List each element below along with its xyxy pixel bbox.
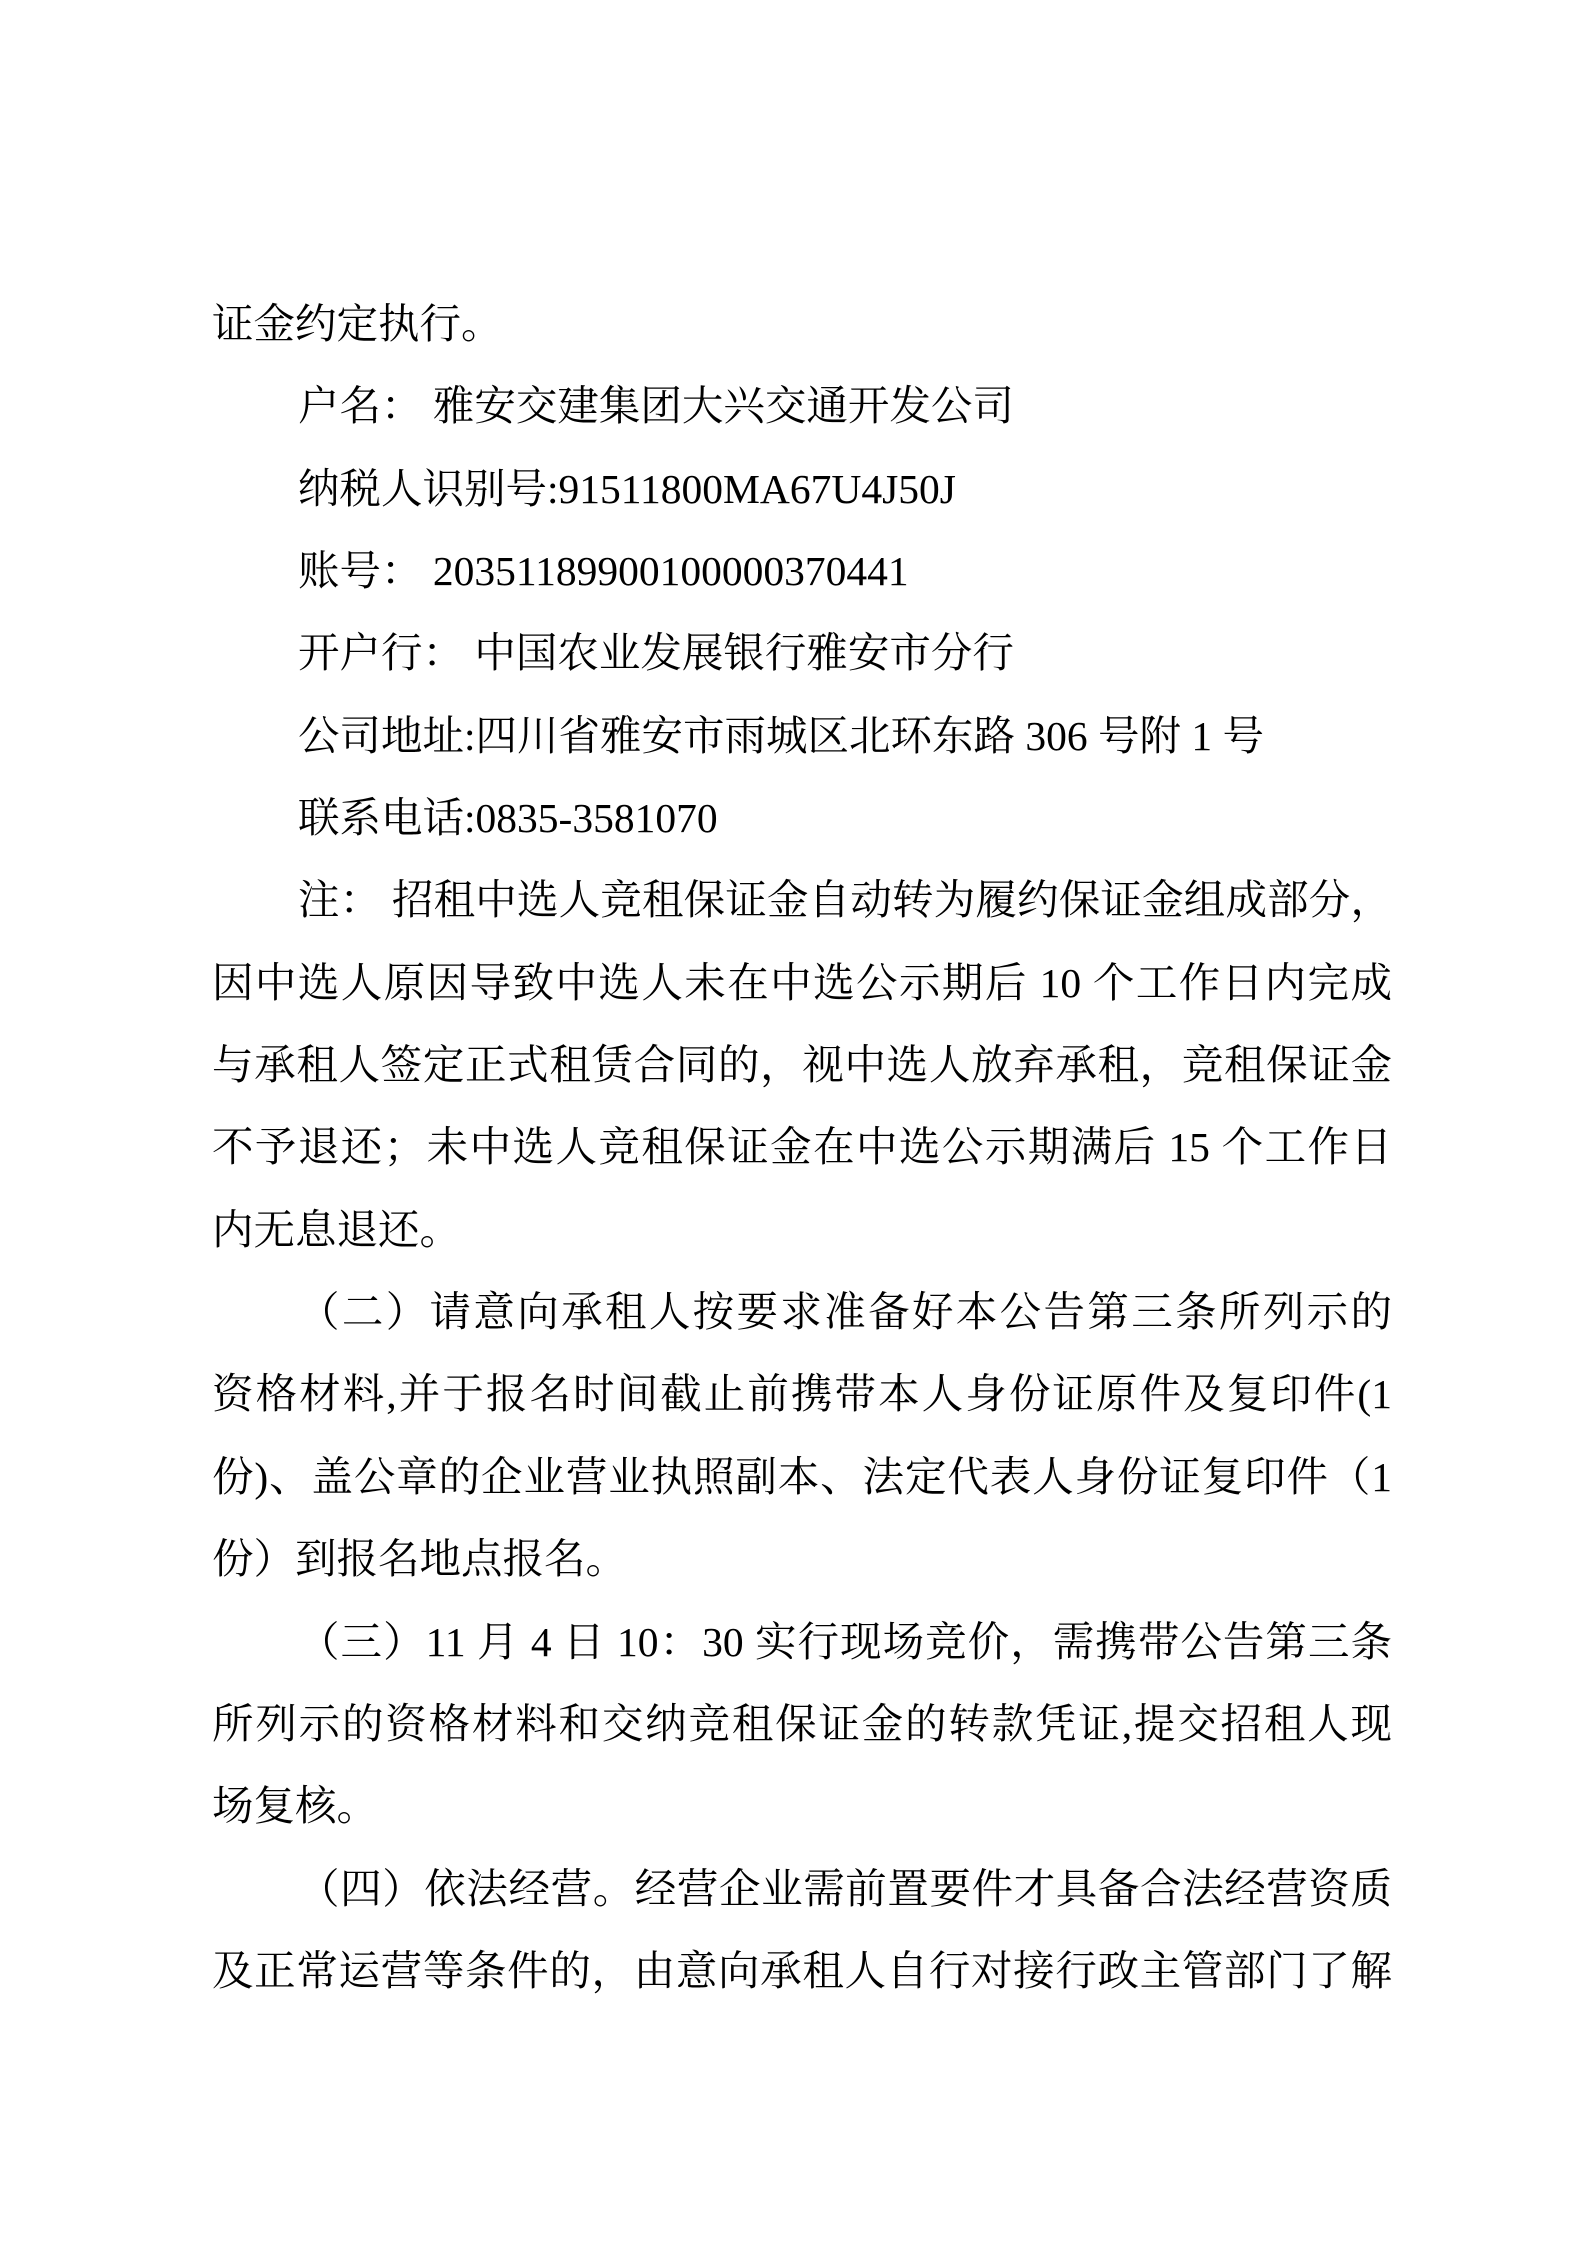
text-block [212,283,1392,2012]
text-line-17: （三）11 月 4 日 10：30 实行现场竞价，需携带公告第三条 [298,1618,1392,1665]
text-line-12: 内无息退还。 [212,1206,462,1253]
text-line-21: 及正常运营等条件的，由意向承租人自行对接行政主管部门了解 [212,1947,1392,1994]
text-line-18: 所列示的资格材料和交纳竞租保证金的转款凭证,提交招租人现 [212,1700,1392,1747]
text-line-19: 场复核。 [212,1783,379,1830]
text-line-16: 份）到报名地点报名。 [212,1536,628,1583]
text-line-1: 证金约定执行。 [212,301,503,347]
text-line-15: 份)、盖公章的企业营业执照副本、法定代表人身份证复印件（1 [212,1453,1392,1500]
text-line-3: 纳税人识别号:91511800MA67U4J50J [298,465,956,512]
text-line-2: 户名： 雅安交建集团大兴交通开发公司 [298,383,1014,430]
text-line-8: 注： 招租中选人竞租保证金自动转为履约保证金组成部分， [298,877,1392,924]
text-line-20: （四）依法经营。经营企业需前置要件才具备合法经营资质 [298,1865,1392,1912]
text-line-6: 公司地址:四川省雅安市雨城区北环东路 306 号附 1 号 [298,712,1265,759]
text-line-14: 资格材料,并于报名时间截止前携带本人身份证原件及复印件(1 [212,1371,1392,1418]
text-line-5: 开户行： 中国农业发展银行雅安市分行 [298,630,1014,677]
text-line-13: （二）请意向承租人按要求准备好本公告第三条所列示的 [298,1289,1392,1336]
text-line-9: 因中选人原因导致中选人未在中选公示期后 10 个工作日内完成 [212,959,1392,1006]
text-line-7: 联系电话:0835-3581070 [298,795,718,842]
text-line-11: 不予退还；未中选人竞租保证金在中选公示期满后 15 个工作日 [212,1124,1392,1171]
text-line-4: 账号： 20351189900100000370441 [298,548,909,595]
text-line-10: 与承租人签定正式租赁合同的，视中选人放弃承租，竞租保证金 [212,1042,1392,1089]
